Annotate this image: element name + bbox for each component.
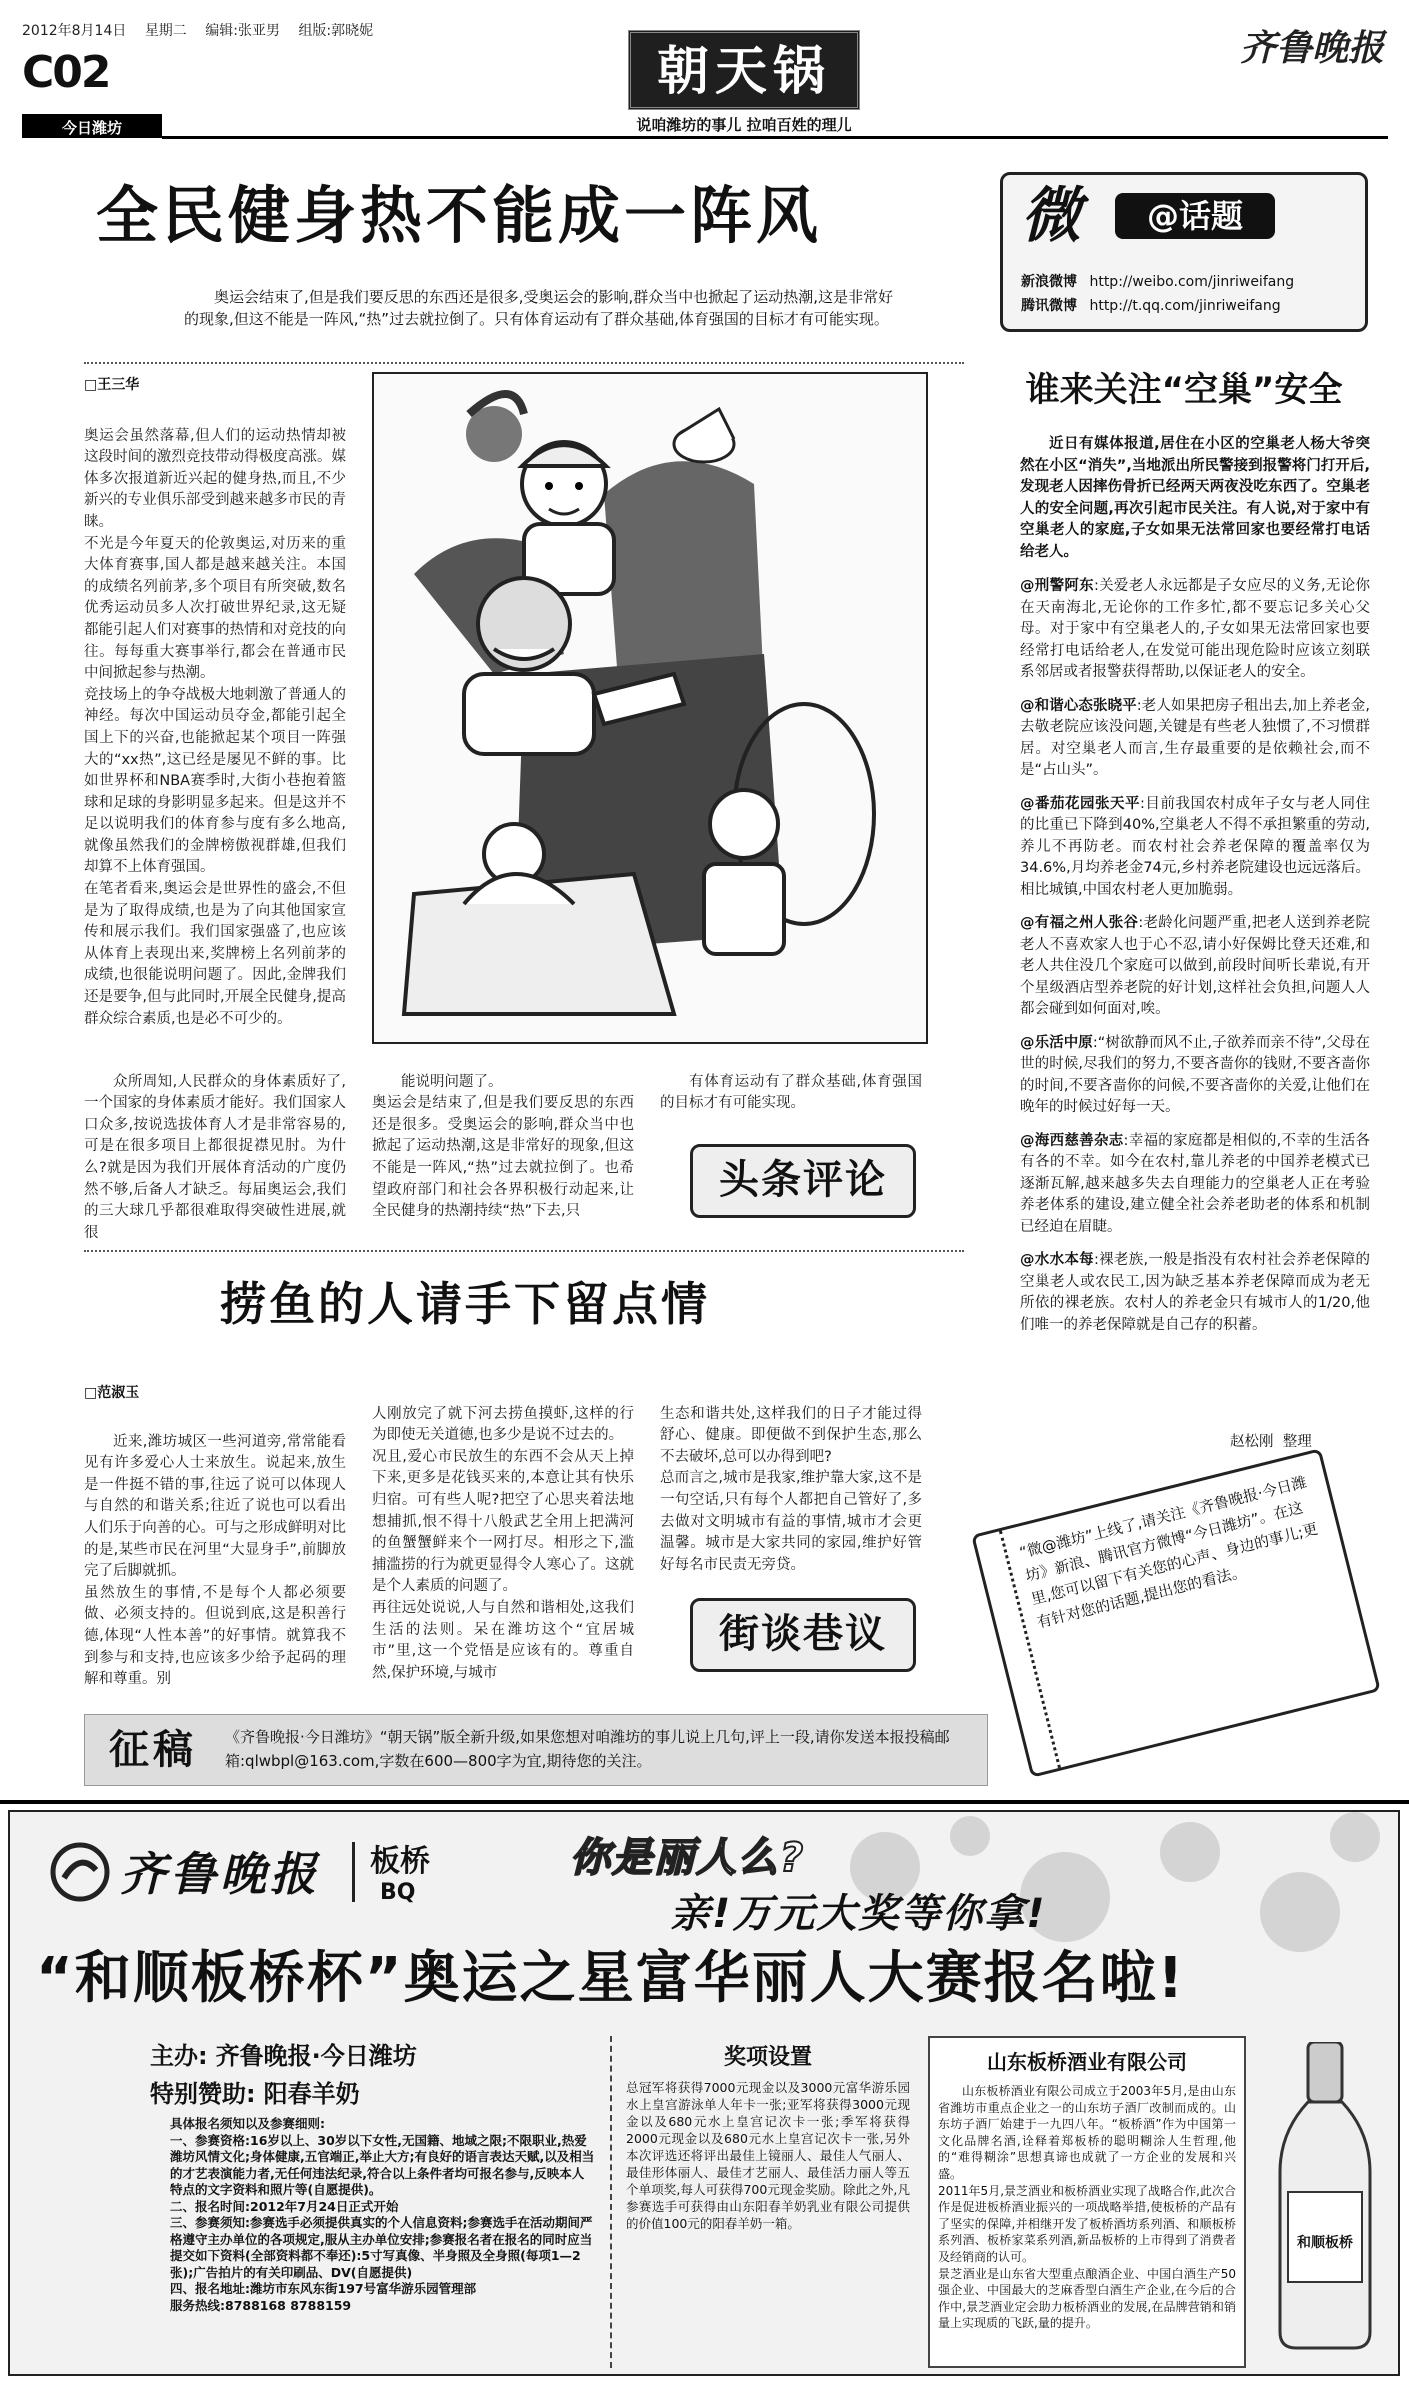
- lead-col1-text: 奥运会虽然落幕,但人们的运动热情却被这段时间的激烈竞技带动得极度高涨。媒体多次报道新近兴起的健身热,而且,不少新兴的专业俱乐部受到越来越多市民的青睐。 不光是今年夏天的伦敦奥运,对历来的重大体育赛事,国人都是越来越关注。本国的成绩名列前茅,多个项目有所突破,数名优秀运动员多人次打破世界纪录,这无疑都能引起人们对赛事的热情和对竞技的向往。每每重大赛事举行,都会在普通市民中间掀起参与热潮。 竞技场上的争夺战极大地刺激了普通人的神经。每次中国运动员夺金,都能引起全国上下的兴奋,也能掀起某个项目一阵强大的“xx热”,这已经是屡见不鲜的事。比如世界杯和NBA赛季时,大街小巷抱着篮球和足球的身影明显多起来。但是这并不足以说明我们的体育参与度有多么地高,就像虽然我们的金牌榜傲视群雄,但我们却算不上体育强国。 在笔者看来,奥运会是世界性的盛会,不但是为了取得成绩,也是为了向其他国家宣传和展示我们。我们国家强盛了,也应该从体育上表现出来,奖牌榜上名列前茅的成绩,也很能说明问题了。因此,金牌我们还是要争,但与此同时,开展全民健身,提高群众综合素质,也是必不可少的。: [84, 427, 346, 1027]
- second-tag-label: 街谈巷议: [719, 1611, 887, 1657]
- date-line: [22, 20, 373, 40]
- company-box: [928, 2036, 1246, 2368]
- weibo-compiler: 赵松刚 整理: [1230, 1434, 1312, 1450]
- lead-headline: 全民健身热不能成一阵风: [96, 179, 823, 252]
- weibo-post: [1020, 696, 1370, 782]
- weibo-post: [1020, 1033, 1370, 1119]
- paper-brand: 齐鲁晚报: [1240, 27, 1385, 69]
- layout-editor: 组版:郭晓妮: [298, 23, 374, 39]
- page-header: [0, 0, 1409, 140]
- page-divider: [0, 1800, 1409, 1804]
- post-author: @乐活中原: [1020, 1034, 1093, 1051]
- second-tag: [690, 1598, 916, 1672]
- solicit-text: 《齐鲁晚报·今日潍坊》“朝天锅”版全新升级,如果您想对咱潍坊的事儿说上几句,评上一段,请你发送本报投稿邮箱:qlwbpl@163.com,字数在600—800字为宜,期待您的关注。: [225, 1728, 950, 1770]
- second-rule: [84, 1250, 964, 1252]
- sponsor-name: 阳春羊奶: [263, 2080, 360, 2108]
- weibo-box: [1000, 172, 1368, 332]
- tencent-line: [1021, 295, 1281, 315]
- column-slogan: 说咱潍坊的事儿 拉咱百姓的理儿: [636, 116, 852, 134]
- section-bar: [22, 114, 162, 138]
- sponsor-label: 特别赞助:: [150, 2080, 256, 2108]
- ad-sponsor: [150, 2074, 360, 2109]
- editor: 编辑:张亚男: [205, 23, 280, 39]
- ad-brand-logo: [50, 1832, 340, 1912]
- host-label: 主办:: [150, 2042, 208, 2070]
- weibo-post: [1020, 1131, 1370, 1239]
- bottle-label: 和顺板桥: [1297, 2235, 1353, 2251]
- bottle-icon: [1270, 2042, 1380, 2352]
- liquor-bottle: [1270, 2042, 1380, 2352]
- post-text: :老人如果把房子租出去,加上养老金,去敬老院应该没问题,关键是有些老人独惯了,不习惯群居。对空巢老人而言,生存最重要的是依赖社会,而不是“占山头”。: [1020, 697, 1370, 778]
- ad-title: “和顺板桥杯”奥运之星富华丽人大赛报名啦!: [36, 1946, 1186, 2011]
- weibo-topic-label: @话题: [1146, 197, 1243, 235]
- post-author: @水水本每: [1020, 1252, 1094, 1268]
- ad-brand: 齐鲁晚报: [120, 1847, 320, 1901]
- post-text: :目前我国农村成年子女与老人同住的比重已下降到40%,空巢老人不得不承担繁重的劳动,养儿不再防老。而农村社会养老保障的覆盖率仅为34.6%,月均养老金74元,乡村养老院建设也远远落后。相比城镇,中国农村老人更加脆弱。: [1020, 795, 1371, 898]
- section-name: 今日潍坊: [62, 119, 123, 137]
- second-col2: [372, 1382, 634, 1690]
- second-col1-text: 近来,潍坊城区一些河道旁,常常能看见有许多爱心人士来放生。说起来,放生是一件挺不错的事,往远了说可以体现人与自然的和谐关系;往近了说也可以看出人们乐于向善的心。可与之形成鲜明对比的是,某些市民在河里“大显身手”,前脚放完了后脚就抓。 虽然放生的事情,不是每个人都必须要做、必须支持的。但说到底,这是积善行德,体现“人性本善”的好事情。就算我不到参与和支持,也应该多少给予起码的理解和尊重。别: [84, 1433, 346, 1688]
- second-col2-text: 人刚放完了就下河去捞鱼摸虾,这样的行为即使无关道德,也多少是说不过去的。 况且,爱心市民放生的东西不会从天上掉下来,更多是花钱买来的,本意让其有快乐归宿。可有些人呢?把空了心思夹着法地想捕抓,恨不得十八般武艺全用上把满河的鱼蟹蟹鲜来个一网打尽。相形之下,滥捕滥捞的行为就更显得令人寒心了。这就是个人素质的问题了。 再往远处说说,人与自然和谐相处,这我们生活的法则。呆在潍坊这个“宜居城市”里,这一个党悟是应该有的。尊重自然,保护环境,与城市: [372, 1405, 634, 1681]
- second-col3-text: 生态和谐共处,这样我们的日子才能过得舒心、健康。即便做不到保护生态,那么不去破坏,总可以办得到吧? 总而言之,城市是我家,维护靠大家,这不是一句空话,只有每个人都把自己管好了,多去做对文明城市有益的事情,城市才会更温馨。城市是大家共同的家园,维护好管好每名市民责无旁贷。: [660, 1405, 922, 1573]
- post-author: @有福之州人张谷: [1020, 915, 1139, 931]
- solicit-label: 征稿: [109, 1727, 197, 1773]
- ad-brand-divider: [352, 1842, 355, 1902]
- second-byline: □范淑玉: [84, 1385, 140, 1401]
- second-col3: [660, 1382, 922, 1582]
- weibo-logo: 微: [1021, 181, 1081, 251]
- post-text: :幸福的家庭都是相似的,不幸的生活各有各的不幸。如今在农村,靠儿养老的中国养老模式已逐渐瓦解,越来越多失去自理能力的空巢老人正在考验养老体系的建设,建立健全社会养老助老的体系和机制已经迫在眉睫。: [1020, 1132, 1370, 1235]
- ad-slogan2: 亲!万元大奖等你拿!: [670, 1891, 1047, 1937]
- lead-summary: 奥运会结束了,但是我们要反思的东西还是很多,受奥运会的影响,群众当中也掀起了运动热潮,这是非常好的现象,但这不能是一阵风,“热”过去就拉倒了。只有体育运动有了群众基础,体育强国的目标才有可能实现。: [184, 288, 894, 328]
- second-col1: [84, 1410, 346, 1690]
- ad-banner: [8, 1810, 1400, 2376]
- bq-name: 板桥: [370, 1844, 430, 1879]
- lead-col1-bottom-text: 众所周知,人民群众的身体素质好了,一个国家的身体素质才能好。我们国家人口众多,按说选拔体育人才是非常容易的,可是在很多项目上都很捉襟见肘。为什么?就是因为我们开展体育活动的广度仍然不够,后备人才缺乏。每届奥运会,我们的三大球几乎都很难取得突破性进展,就很: [84, 1073, 346, 1240]
- sina-url[interactable]: http://weibo.com/jinriweifang: [1089, 274, 1295, 290]
- post-text: :关爱老人永远都是子女应尽的义务,无论你在天南海北,无论你的工作多忙,都不要忘记多关心父母。对于家中有空巢老人的,子女如果无法常回家也要经常打电话给老人,在发觉可能出现危险时应该立刻联系邻居或者报警获得帮助,以保证老人的安全。: [1020, 578, 1371, 680]
- weibo-posts: [1020, 576, 1370, 1348]
- weibo-post: [1020, 1250, 1370, 1336]
- weibo-intro: 近日有媒体报道,居住在小区的空巢老人杨大爷突然在小区“消失”,当地派出所民警接到报警将门打开后,发现老人因摔伤骨折已经两天两夜没吃东西了。空巢老人的安全问题,再次引起市民关注。有人说,对于家中有空巢老人的家庭,子女如果无法常回家也要经常打电话给老人。: [1020, 436, 1370, 560]
- sina-line: [1021, 271, 1294, 291]
- post-text: :老龄化问题严重,把老人送到养老院老人不喜欢家人也于心不忍,请小好保姆比登天还难,和老人共住没几个家庭可以做到,前段时间听长辈说,有开个星级酒店型养老院的好计划,这样社会负担,问题人人都会碰到如何面对,唉。: [1020, 915, 1371, 1017]
- bq-mark: BQ: [380, 1880, 416, 1905]
- company-text: 山东板桥酒业有限公司成立于2003年5月,是由山东省潍坊市重点企业之一的山东坊子酒厂改制而成的。山东坊子酒厂始建于一九四八年。“板桥酒”作为中国第一文化品牌名酒,诠释着郑板桥的聪明糊涂人生哲理,他的“难得糊涂”思想真谛也成就了一方企业的发展和兴盛。 2011年5月,景芝酒业和板桥酒业实现了战略合作,此次合作是促进板桥酒业振兴的一项战略举措,使板桥的产品有了坚实的保障,并相继开发了板桥酒坊系列酒、和顺板桥系列酒、板桥家菜系列酒,新品板桥的上市得到了消费者及经销商的认可。 景芝酒业是山东省大型重点酿酒企业、中国白酒生产50强企业、中国最大的芝麻香型白酒生产企业,在今后的合作中,景芝酒业定会助力板桥酒业的发展,在品牌营销和销量上实现质的飞跃,量的提升。: [938, 2084, 1236, 2331]
- sports-cartoon: [374, 374, 926, 1042]
- lead-tag: [690, 1144, 916, 1218]
- ad-slogan1: 你是丽人么?: [570, 1835, 806, 1881]
- solicit-bar: [84, 1714, 988, 1786]
- lead-col1: [84, 404, 346, 1044]
- ad-host: [150, 2036, 417, 2071]
- lead-byline: □王三华: [84, 377, 140, 393]
- post-text: :“树欲静而风不止,子欲养而亲不待”,父母在世的时候,尽我们的努力,不要吝啬你的钱财,不要吝啬你的时间,不要吝啬你的问候,不要吝啬你的关爱,让他们在晚年的时候过好每一天。: [1020, 1034, 1370, 1115]
- column-logo: [628, 30, 860, 110]
- prize-text: 总冠军将获得7000元现金以及3000元富华游乐园水上皇宫游泳单人年卡一张;亚军将获得3000元现金以及680元水上皇宫记次卡一张;季军将获得2000元现金以及680元水上皇宫记次卡一张,另外本次评选还将评出最佳上镜丽人、最佳人气丽人、最佳形体丽人、最佳才艺丽人、最佳活力丽人等五个单项奖,每人可获得700元现金奖励。除此之外,凡参赛选手可获得由山东阳春羊奶乳业有限公司提供的价值100元的阳春羊奶一箱。: [626, 2080, 910, 2231]
- bq-logo: [370, 1832, 460, 1912]
- prize-title: 奖项设置: [723, 2045, 812, 2070]
- post-author: @和谐心态张晓平: [1020, 697, 1137, 714]
- lead-tag-label: 头条评论: [719, 1157, 887, 1203]
- tencent-label: 腾讯微博: [1021, 298, 1077, 314]
- weibo-card: [971, 1448, 1381, 1778]
- lead-col3-bottom: [660, 1050, 922, 1110]
- card-text: “微@潍坊”上线了,请关注《齐鲁晚报·今日潍坊》新浪、腾讯官方微博“今日潍坊”。在这里,您可以留下有关您的心声、身边的事儿;更有针对您的话题,提出您的看法。: [1017, 1472, 1320, 1632]
- column-name: 朝天锅: [656, 41, 831, 102]
- weibo-post: [1020, 576, 1370, 684]
- page-number: C02: [22, 47, 110, 98]
- brand-swirl-icon: [50, 1842, 110, 1902]
- weibo-headline: 谁来关注“空巢”安全: [1025, 370, 1343, 410]
- weekday: 星期二: [144, 23, 187, 39]
- post-text: :裸老族,一般是指没有农村社会养老保障的空巢老人或农民工,因为缺乏基本养老保障而成为老无所依的裸老族。农村人的养老金只有城市人的1/20,他们唯一的养老保障就是自己存的积蓄。: [1020, 1252, 1371, 1333]
- post-author: @刑警阿东: [1020, 578, 1094, 594]
- post-author: @海西慈善杂志: [1020, 1132, 1124, 1149]
- weibo-post: [1020, 913, 1370, 1021]
- header-rule: [162, 136, 1388, 139]
- prize-box: [610, 2036, 910, 2368]
- issue-date: 2012年8月14日: [22, 23, 127, 39]
- post-author: @番茄花园张天平: [1020, 795, 1141, 812]
- host-name: 齐鲁晚报·今日潍坊: [215, 2042, 417, 2070]
- lead-rule: [84, 362, 964, 364]
- company-title: 山东板桥酒业有限公司: [987, 2050, 1187, 2074]
- lead-col3-bottom-text: 有体育运动有了群众基础,体育强国的目标才有可能实现。: [660, 1073, 922, 1110]
- illustration: [372, 372, 928, 1044]
- second-headline: 捞鱼的人请手下留点情: [220, 1277, 710, 1331]
- lead-col1-bottom: [84, 1050, 346, 1240]
- lead-col2-bottom-text: 能说明问题了。 奥运会是结束了,但是我们要反思的东西还是很多。受奥运会的影响,群众当中也掀起了运动热潮,这是非常好的现象,但这不能是一阵风,“热”过去就拉倒了。也希望政府部门和社会各界积极行动起来,让全民健身的热潮持续“热”下去,只: [372, 1073, 634, 1220]
- sina-label: 新浪微博: [1021, 274, 1077, 290]
- weibo-post: [1020, 794, 1370, 902]
- weibo-topic-badge: [1115, 193, 1275, 239]
- ad-rules: 具体报名须知以及参赛细则: 一、参赛资格:16岁以上、30岁以下女性,无国籍、地域之限;不限职业,热爱潍坊风情文化;身体健康,五官端正,举止大方;有良好的语言表达天赋,以及相当的才艺表演能力者,无任何违法纪录,符合以上条件者均可报名参与,反映本人特点的文字资料和照片等(自愿提供)。 二、报名时间:2012年7月24日正式开始 三、参赛须知:参赛选手必须提供真实的个人信息资料;参赛选手在活动期间严格遵守主办单位的各项规定,服从主办单位安排;参赛报名者在报名的同时应当提交如下资料(全部资料都不奉还):5寸写真像、半身照及全身照(每项1—2张);广告拍片的有关印刷品、DV(自愿提供) 四、报名地址:潍坊市东风东街197号富华游乐园管理部 服务热线:8788168 8788159: [170, 2116, 595, 2313]
- tencent-url[interactable]: http://t.qq.com/jinriweifang: [1089, 298, 1281, 314]
- lead-col2-bottom: [372, 1050, 634, 1240]
